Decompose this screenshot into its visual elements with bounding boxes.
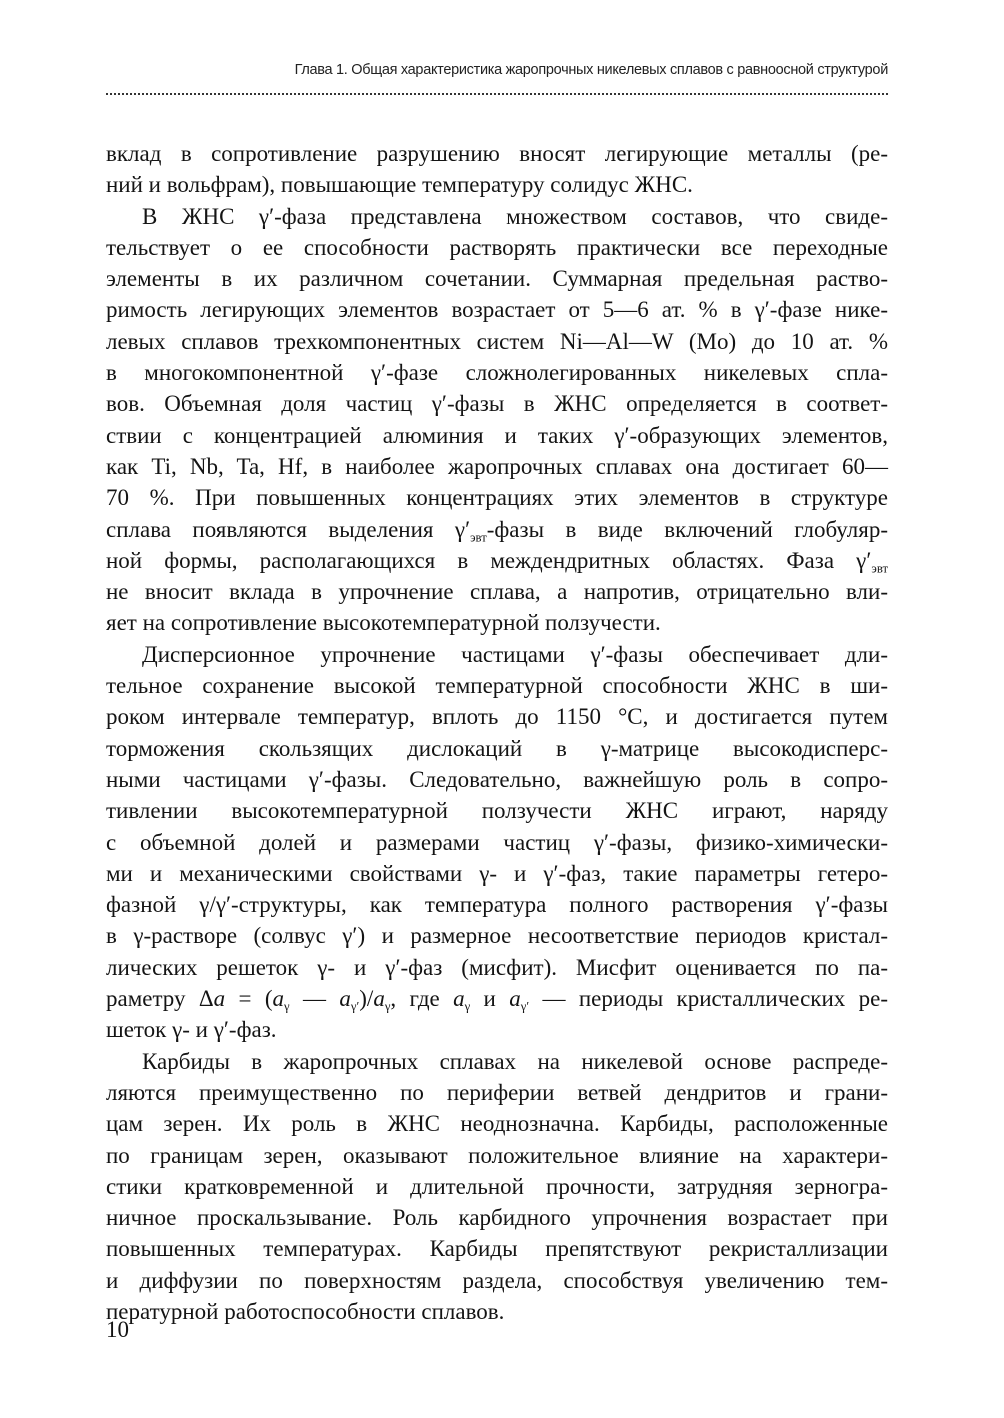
text-line: ствии с концентрацией алюминия и таких γ′-образующих элементов, — [106, 422, 888, 448]
text-line: по границам зерен, оказывают положительное влияние на характери- — [106, 1142, 888, 1168]
text-line: В ЖНС γ′-фаза представлена множеством составов, что свиде- — [142, 203, 888, 229]
text-line: Карбиды в жаропрочных сплавах на никелевой основе распреде- — [142, 1048, 888, 1074]
text-line: как Ti, Nb, Ta, Hf, в наиболее жаропрочных сплавах она достигает 60— — [106, 453, 888, 479]
text-line: повышенных температурах. Карбиды препятствуют рекристаллизации — [106, 1236, 888, 1262]
text-line: вклад в сопротивление разрушению вносят легирующие металлы (ре- — [106, 141, 888, 166]
text-line: шеток γ- и γ′-фаз. — [106, 1017, 277, 1043]
text-line: в многокомпонентной γ′-фазе сложнолегированных никелевых спла- — [106, 360, 888, 386]
text-line: левых сплавов трехкомпонентных систем Ni—Al—W (Mo) до 10 ат. % — [106, 328, 888, 354]
text-line: тельствует о ее способности растворять практически все переходные — [106, 234, 888, 260]
running-head: Глава 1. Общая характеристика жаропрочных никелевых сплавов с равноосной структурой — [294, 62, 888, 78]
text-line: ний и вольфрам), повышающие температуру солидус ЖНС. — [106, 172, 693, 198]
text-line: и диффузии по поверхностям раздела, способствуя увеличению тем- — [106, 1267, 888, 1293]
text-line: сплава появляются выделения $\gamma'_{эвт}$-фазы в виде включений глобуляр- — [106, 516, 888, 544]
text-line: вов. Объемная доля частиц γ′-фазы в ЖНС определяется в соответ- — [106, 391, 888, 417]
text-line: лических решеток γ- и γ′-фаз (мисфит). Мисфит оценивается по па- — [106, 954, 888, 980]
header-dotted-rule — [106, 93, 888, 95]
text-line: фазной γ/γ′-структуры, как температура полного растворения γ′-фазы — [106, 892, 888, 918]
page-number: 10 — [106, 1317, 129, 1342]
text-line: тельное сохранение высокой температурной способности ЖНС в ши- — [106, 673, 888, 699]
text-line: с объемной долей и размерами частиц γ′-фазы, физико-химически- — [106, 829, 888, 855]
body-text — [106, 138, 888, 1327]
text-line: элементы в их различном сочетании. Суммарная предельная раство- — [106, 266, 888, 292]
text-line: стики кратковременной и длительной прочности, затрудняя зерногра- — [106, 1173, 888, 1199]
text-line: не вносит вклада в упрочнение сплава, а напротив, отрицательно вли- — [106, 579, 888, 605]
text-line: торможения скользящих дислокаций в γ-матрице высокодисперс- — [106, 735, 888, 761]
text-line: роком интервале температур, вплоть до 1150 °С, и достигается путем — [106, 704, 888, 730]
text-line: римость легирующих элементов возрастает от 5—6 ат. % в γ′-фазе нике- — [106, 297, 888, 323]
text-line: 70 %. При повышенных концентрациях этих элементов в структуре — [106, 485, 888, 511]
text-line: ляются преимущественно по периферии ветвей дендритов и грани- — [106, 1079, 888, 1105]
text-line: ной формы, располагающихся в междендритных областях. Фаза $\gamma'_{эвт}$ — [106, 547, 888, 576]
text-line: цам зерен. Их роль в ЖНС неоднозначна. Карбиды, расположенные — [106, 1111, 888, 1137]
text-line: ными частицами γ′-фазы. Следовательно, важнейшую роль в сопро- — [106, 766, 888, 792]
text-line: Дисперсионное упрочнение частицами γ′-фазы обеспечивает дли- — [142, 641, 888, 667]
text-line: ничное проскальзывание. Роль карбидного упрочнения возрастает при — [106, 1205, 888, 1231]
text-line: тивлении высокотемпературной ползучести ЖНС играют, наряду — [106, 798, 888, 824]
text-line: пературной работоспособности сплавов. — [106, 1298, 505, 1324]
text-line: яет на сопротивление высокотемпературной ползучести. — [106, 610, 661, 636]
text-line: раметру $\Delta a = (a_\gamma$ — $a_{\gamma'})/a_\gamma$, где $a_\gamma$ и $a_{\gamma'}$ — периоды кристаллических ре- — [106, 986, 888, 1014]
text-line: в γ-растворе (солвус γ′) и размерное несоответствие периодов кристал- — [106, 923, 888, 949]
text-line: ми и механическими свойствами γ- и γ′-фаз, такие параметры гетеро- — [106, 860, 888, 886]
